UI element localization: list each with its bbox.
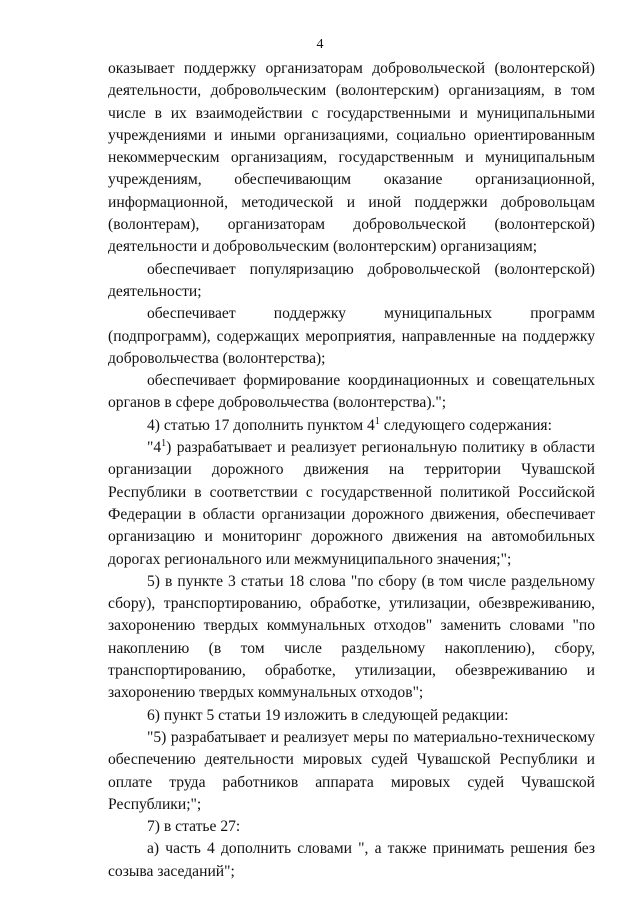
document-body [108,58,595,883]
paragraph-point-5: "5) разрабатывает и реализует меры по материально-техническому обеспечению деятельности мировых судей Чувашской Республики и оплате труда работников аппарата мировых судей Чувашской Республики;"; [108,728,595,813]
paragraph-support-organizers: оказывает поддержку организаторам добровольческой (волонтерской) деятельности, добровольческим (волонтерским) организациям, в том числе в их взаимодействии с государственными и муниципальными учреждениями и иными организациями, социально ориентированным некоммерческим организациям, государственным и муниципальным учреждениям, обеспечивающим оказание организационной, информационной, методической и иной поддержки добровольцам (волонтерам), организаторам добровольческой (волонтерской) деятельности и добровольческим (волонтерским) организациям; [108,60,595,256]
paragraph-item-6: 6) пункт 5 статьи 19 изложить в следующей редакции: [147,706,509,724]
paragraph-item-7: 7) в статье 27: [147,818,241,836]
page-number: 4 [316,37,324,52]
paragraph-municipal-programs: обеспечивает поддержку муниципальных программ (подпрограмм), содержащих мероприятия, направленные на поддержку добровольчества (волонтерства); [108,305,595,367]
paragraph-point-4-1: "$4^1$) разрабатывает и реализует региональную политику в области организации дорожного движения на территории Чувашской Республики в соответствии с государственной политикой Российской Федерации в области организации дорожного движения, обеспечивает организацию и мониторинг дорожного движения на автомобильных дорогах регионального или межмуниципального значения;"; [108,438,595,568]
superscript: 1 [161,438,167,450]
paragraph-popularization: обеспечивает популяризацию добровольческой (волонтерской) деятельности; [108,260,595,300]
superscript: 1 [374,415,380,427]
paragraph-item-7a: а) часть 4 дополнить словами ", а также принимать решения без созыва заседаний"; [108,840,595,880]
paragraph-coordination-bodies: обеспечивает формирование координационных и совещательных органов в сфере добровольчества (волонтерства)."; [108,372,595,412]
paragraph-item-5: 5) в пункте 3 статьи 18 слова "по сбору (в том числе раздельному сбору), транспортированию, обработке, утилизации, обезвреживанию, захоронению твердых коммунальных отходов" заменить словами "по накоплению (в том числе раздельному накоплению), сбору, транспортированию, обработке, утилизации, обезвреживанию и захоронению твердых коммунальных отходов"; [108,572,595,702]
paragraph-item-4: 4) статью 17 дополнить пунктом $4^1$ следующего содержания: [147,415,552,434]
